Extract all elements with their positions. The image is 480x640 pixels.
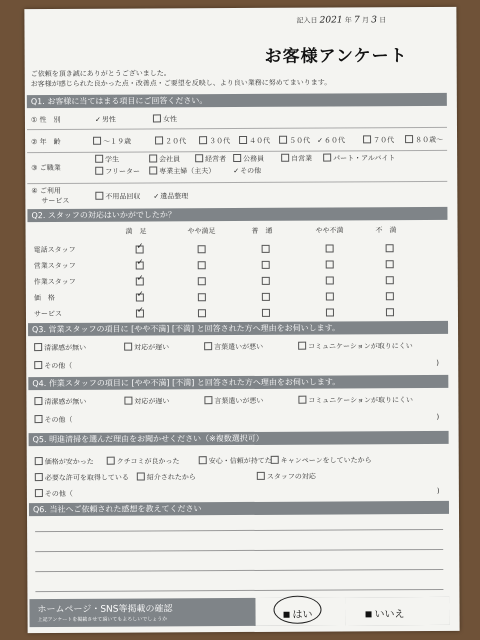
- job-label: ③ ご職業: [31, 163, 61, 173]
- rating-checkbox[interactable]: [198, 277, 206, 285]
- check-mark-icon: ✓: [94, 115, 101, 124]
- consent-no-option[interactable]: [345, 597, 449, 626]
- service-option-label: 遺品整理: [160, 192, 189, 201]
- rating-checkbox[interactable]: [198, 261, 206, 269]
- checkbox-icon: [95, 155, 103, 163]
- intro-line-2: お客様が感じられた良かった点・改善点・ご要望を反映し、より良い業務に努めてまいります。: [30, 78, 332, 89]
- reason-other-option[interactable]: [34, 415, 72, 425]
- checkbox-icon: [35, 473, 43, 481]
- reason-option-label: 価格が安かった: [44, 457, 94, 467]
- age-option[interactable]: [317, 135, 345, 145]
- close-paren: ): [436, 412, 440, 421]
- reason-option[interactable]: [124, 396, 169, 406]
- q2-header: Q2. スタッフの対応はいかがでしたか？: [27, 207, 447, 222]
- checkbox-icon: [271, 456, 279, 464]
- q1-job-row: [27, 151, 447, 184]
- job-option-label: 経営者: [205, 155, 227, 164]
- reason-option[interactable]: [35, 457, 94, 467]
- rating-checkbox[interactable]: [262, 293, 270, 301]
- job-option-label: その他: [240, 166, 262, 176]
- age-option[interactable]: [405, 135, 443, 145]
- job-option-label: 会社員: [159, 155, 181, 164]
- year-unit: 年: [344, 16, 352, 25]
- job-option[interactable]: [323, 153, 395, 163]
- reason-other-option[interactable]: [34, 361, 72, 371]
- service-option[interactable]: [153, 191, 188, 201]
- service-label-2: サービス: [41, 196, 70, 206]
- answer-line-4: [35, 589, 443, 592]
- gender-option-label: 男性: [101, 115, 116, 124]
- checkbox-icon: [93, 137, 101, 145]
- reason-other-option-label: その他（: [44, 489, 73, 499]
- q5-header: Q5. 明進清掃を選んだ理由をお聞かせください（※複数選択可）: [29, 431, 449, 446]
- rating-checkbox[interactable]: [198, 309, 206, 317]
- reason-option[interactable]: [34, 397, 86, 407]
- rating-checkbox[interactable]: [326, 261, 334, 269]
- q4-header: Q4. 作業スタッフの項目に [やや不満] [不満] と回答された方へ理由をお伺いします。: [28, 375, 448, 390]
- intro-text: [31, 68, 332, 90]
- checkbox-icon: [124, 343, 132, 351]
- age-option-label: ～１９歳: [103, 137, 132, 146]
- check-mark-icon: ✓: [136, 241, 144, 251]
- reason-option[interactable]: [35, 473, 129, 483]
- checkbox-icon: [34, 343, 42, 351]
- check-mark-icon: ✓: [317, 136, 323, 145]
- rating-column-header: やや満足: [187, 227, 216, 236]
- age-option[interactable]: [279, 136, 310, 146]
- gender-option[interactable]: [153, 114, 177, 124]
- age-option-label: ４０代: [249, 136, 271, 145]
- job-option[interactable]: [149, 166, 215, 176]
- checkbox-icon: [34, 415, 42, 423]
- reason-option-label: 必要な許可を取得している: [44, 473, 129, 483]
- age-option-label: ７０代: [373, 136, 395, 145]
- job-option[interactable]: [195, 154, 226, 164]
- q3-header: Q3. 営業スタッフの項目に [やや不満] [不満] と回答された方へ理由をお伺いします。: [28, 321, 448, 336]
- checkbox-icon: [199, 456, 207, 464]
- no-label: いいえ: [374, 609, 405, 621]
- check-mark-icon: ✓: [233, 167, 240, 176]
- reason-option[interactable]: [34, 343, 86, 353]
- checkbox-icon: [35, 457, 43, 465]
- checkbox-icon: [204, 342, 212, 350]
- reason-option[interactable]: [257, 472, 316, 482]
- job-option-label: 自営業: [291, 154, 313, 163]
- reason-option[interactable]: [199, 456, 272, 466]
- reason-option-label: 紹介されたから: [146, 473, 196, 482]
- check-mark-icon: ✓: [136, 273, 144, 283]
- age-option-label: ３０代: [209, 137, 231, 146]
- reason-option[interactable]: [298, 341, 413, 352]
- rating-checkbox[interactable]: [262, 277, 270, 285]
- consent-title: ホームページ・SNS等掲載の確認: [37, 604, 173, 616]
- age-option[interactable]: [239, 136, 270, 146]
- month-unit: 月: [361, 16, 370, 25]
- checkbox-icon: [95, 192, 103, 200]
- checkbox-icon: [239, 136, 247, 144]
- checkbox-icon: [149, 166, 157, 174]
- checkbox-icon: [279, 136, 287, 144]
- checkbox-icon: [124, 397, 132, 405]
- close-paren: ): [436, 486, 440, 495]
- answer-line-2: [35, 549, 443, 552]
- rating-column-header: やや不満: [315, 226, 344, 235]
- age-option-label: ８０歳～: [415, 135, 444, 145]
- rating-column-header: 不 満: [375, 226, 397, 235]
- checkbox-icon: [257, 472, 265, 480]
- q1-age-row: [27, 128, 447, 153]
- job-option[interactable]: [95, 167, 140, 177]
- checkbox-icon: [363, 135, 371, 143]
- month-value: 7: [354, 15, 360, 26]
- checkbox-icon: [281, 154, 289, 162]
- answer-line-1: [35, 529, 443, 532]
- service-option[interactable]: [95, 192, 140, 202]
- reason-option[interactable]: [204, 342, 263, 352]
- age-option[interactable]: [155, 136, 186, 146]
- q1-service-row: [27, 182, 447, 208]
- rating-checkbox[interactable]: [262, 261, 270, 269]
- job-option-label: フリーター: [105, 167, 140, 176]
- consent-yes-option[interactable]: [255, 597, 345, 625]
- reason-option-label: 安心・信頼が持てた: [208, 456, 272, 466]
- day-unit: 日: [379, 16, 387, 25]
- reason-option-label: コミュニケーションが取りにくい: [308, 342, 413, 351]
- rating-checkbox[interactable]: [262, 309, 270, 317]
- day-value: 3: [371, 15, 378, 26]
- checkbox-icon: [149, 154, 157, 162]
- reason-option-label: キャンペーンをしていたから: [280, 456, 372, 465]
- job-option[interactable]: [95, 155, 119, 165]
- age-option-label: ６０代: [323, 136, 345, 145]
- age-option-label: ５０代: [289, 136, 311, 145]
- q6-header: Q6. 当社へご依頼された感想を教えてください: [29, 501, 449, 516]
- checkbox-icon: [137, 473, 145, 481]
- reason-option[interactable]: [271, 455, 372, 466]
- entry-date: [296, 15, 386, 25]
- rating-row-label: サービス: [33, 309, 62, 319]
- job-option[interactable]: [233, 154, 264, 164]
- rating-checkbox[interactable]: [386, 276, 394, 284]
- age-label: ② 年 齢: [31, 137, 61, 147]
- checkbox-icon: [107, 457, 115, 465]
- service-option-label: 不用品回収: [105, 192, 141, 201]
- reason-option-label: スタッフの対応: [266, 472, 316, 481]
- job-option[interactable]: [281, 154, 312, 164]
- job-option[interactable]: [233, 166, 261, 176]
- age-option[interactable]: [363, 135, 394, 145]
- rating-column-header: 満 足: [125, 227, 147, 236]
- age-option[interactable]: [93, 137, 131, 147]
- rating-checkbox[interactable]: [198, 245, 206, 253]
- age-option-label: ２０代: [165, 137, 187, 146]
- rating-checkbox[interactable]: [326, 309, 334, 317]
- reason-option[interactable]: [298, 395, 413, 406]
- check-mark-icon: ✓: [136, 305, 144, 315]
- reason-option[interactable]: [137, 472, 196, 482]
- close-paren: ): [436, 358, 439, 367]
- reason-other-option[interactable]: [35, 489, 73, 499]
- job-option-label: 学生: [105, 155, 120, 164]
- q1-header: Q1. お客様に当てはまる項目にご回答ください。: [27, 93, 447, 108]
- rating-row-label: 営業スタッフ: [33, 261, 76, 271]
- check-mark-icon: ✓: [153, 192, 160, 201]
- checkbox-icon: [199, 136, 207, 144]
- job-option-label: パート・アルバイト: [333, 154, 396, 163]
- checkbox-icon: [204, 396, 212, 404]
- rating-checkbox[interactable]: [386, 292, 394, 300]
- rating-checkbox[interactable]: [386, 308, 394, 316]
- reason-option-label: 言葉遣いが悪い: [214, 342, 264, 352]
- job-option-label: 公務員: [243, 154, 265, 163]
- checkbox-icon: [323, 154, 331, 162]
- reason-option[interactable]: [124, 342, 169, 352]
- checkbox-icon: [195, 154, 203, 162]
- gender-option[interactable]: [95, 115, 116, 125]
- checkbox-icon: [405, 135, 413, 143]
- yes-label: はい: [292, 609, 313, 621]
- checkbox-icon: [35, 489, 43, 497]
- rating-checkbox[interactable]: [326, 293, 334, 301]
- gender-label: ① 性 別: [30, 115, 61, 125]
- rating-checkbox[interactable]: [326, 245, 334, 253]
- job-option[interactable]: [149, 154, 180, 164]
- check-mark-icon: ✓: [136, 257, 144, 267]
- checkbox-icon: [34, 361, 42, 369]
- answer-line-3: [35, 569, 443, 572]
- reason-option-label: 対応が遅い: [134, 397, 170, 406]
- filled-square-icon: [366, 611, 372, 617]
- rating-checkbox[interactable]: [262, 245, 270, 253]
- reason-option-label: 対応が遅い: [134, 343, 170, 352]
- check-mark-icon: ✓: [136, 289, 144, 299]
- page-title: お客様アンケート: [264, 46, 408, 67]
- rating-checkbox[interactable]: [198, 293, 206, 301]
- job-option-label: 専業主婦（主夫）: [159, 167, 216, 176]
- reason-option[interactable]: [204, 396, 263, 406]
- checkbox-icon: [298, 396, 306, 404]
- filled-square-icon: [284, 612, 290, 618]
- rating-checkbox[interactable]: [386, 260, 394, 268]
- year-value: 2021: [319, 15, 343, 26]
- reason-option-label: 言葉遣いが悪い: [214, 396, 264, 406]
- rating-row-label: 価 格: [33, 293, 55, 303]
- service-label: ④ ご利用: [31, 186, 61, 196]
- gender-option-label: 女性: [162, 115, 177, 124]
- reason-option[interactable]: [107, 456, 180, 466]
- age-option[interactable]: [199, 136, 230, 146]
- intro-line-1: ご依頼を頂き誠にありがとうございました。: [30, 69, 171, 79]
- rating-row-label: 電話スタッフ: [33, 245, 76, 255]
- reason-other-option-label: その他（: [44, 415, 73, 425]
- reason-option-label: 清潔感が無い: [44, 343, 87, 353]
- checkbox-icon: [155, 136, 163, 144]
- reason-other-option-label: その他（: [44, 361, 73, 371]
- q1-gender-row: [27, 107, 447, 130]
- reason-option-label: クチコミが良かった: [116, 457, 180, 466]
- rating-row-label: 作業スタッフ: [33, 277, 76, 287]
- checkbox-icon: [233, 154, 241, 162]
- rating-checkbox[interactable]: [386, 244, 394, 252]
- rating-column-header: 普 通: [251, 226, 273, 235]
- reason-option-label: コミュニケーションが取りにくい: [308, 396, 414, 405]
- consent-note: 上記アンケートを掲載させて頂いてもよろしいでしょうか: [37, 616, 168, 624]
- rating-checkbox[interactable]: [326, 277, 334, 285]
- checkbox-icon: [95, 167, 103, 175]
- date-label: 記入日: [296, 16, 318, 25]
- checkbox-icon: [34, 397, 42, 405]
- reason-option-label: 清潔感が無い: [44, 397, 87, 407]
- checkbox-icon: [298, 342, 306, 350]
- checkbox-icon: [153, 114, 161, 122]
- survey-sheet: [24, 7, 459, 633]
